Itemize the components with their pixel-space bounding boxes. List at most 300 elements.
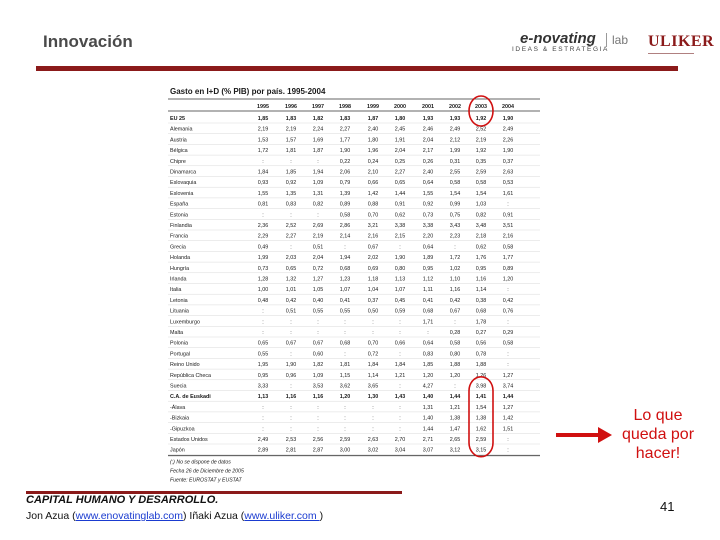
enovatinglab-link[interactable]: www.enovatinglab.com [75,510,184,522]
table-cell: 0,51 [312,244,324,251]
table-cell: 3,53 [312,383,324,390]
table-cell: 1,92 [475,116,487,122]
table-cell: 1,10 [449,276,461,283]
table-cell: 0,42 [285,297,297,304]
table-cell: 1,16 [312,394,324,401]
table-cell: 2,15 [394,233,406,240]
table-cell: 3,62 [339,383,351,390]
table-cell: 1,44 [394,190,406,197]
table-cell: 1,87 [367,116,379,122]
table-cell: 2,03 [285,255,297,262]
table-cell: : [507,437,509,443]
table-row-label: Letonia [170,297,188,304]
table-cell: 0,89 [502,265,514,272]
table-cell: 2,49 [502,126,514,133]
enovating-logo: e-novating [520,30,596,47]
table-cell: 2,65 [449,437,461,443]
table-cell: 0,31 [449,158,461,165]
table-cell: 1,85 [285,169,297,176]
table-cell: : [372,404,374,411]
table-cell: 2,26 [502,137,514,144]
table-cell: 1,88 [449,362,461,369]
table-cell: 1,90 [394,255,406,262]
table-cell: 2,36 [257,223,269,229]
table-cell: 1,54 [449,190,461,197]
table-cell: 1,42 [502,415,514,422]
table-row-label: Grecia [170,244,186,251]
table-cell: : [399,404,401,411]
table-cell: 1,14 [367,372,379,379]
table-cell: 1,15 [339,372,351,379]
table-cell: 0,62 [475,244,487,251]
callout-line-2: queda por [621,426,695,443]
table-cell: 0,96 [285,372,297,379]
table-cell: 1,35 [285,190,297,197]
table-cell: 2,12 [449,137,461,144]
table-row-label: Estados Unidos [170,437,208,443]
table-cell: 0,68 [422,308,434,315]
table-cell: 2,40 [367,126,379,133]
table-row-label: República Checa [170,372,212,379]
table-cell: 0,67 [312,340,324,347]
table-row-label: Austria [170,137,187,144]
table-cell: 0,45 [394,297,406,304]
table-cell: 2,10 [367,169,379,176]
table-cell: 1,90 [502,148,514,155]
table-cell: : [372,330,374,336]
table-cell: 1,54 [475,190,487,197]
table-cell: 1,93 [422,116,434,122]
year-header-2004: 2004 [502,104,514,110]
table-cell: 0,37 [367,297,379,304]
table-cell: 3,21 [367,223,379,229]
uliker-logo: ULIKER [648,33,715,50]
table-cell: 0,81 [257,201,269,208]
table-cell: 0,65 [257,340,269,347]
table-row-label: Luxemburgo [170,319,200,326]
table-cell: 1,53 [257,137,269,144]
table-title: Gasto en I+D (% PIB) por país. 1995-2004 [170,87,326,96]
table-cell: 0,79 [339,180,351,187]
table-cell: : [262,415,264,422]
table-cell: 1,83 [339,116,351,122]
table-cell: 3,07 [422,447,434,454]
table-cell: : [290,212,292,219]
table-cell: 3,12 [449,447,461,454]
table-cell: 1,44 [449,394,461,401]
red-arrow-icon [556,425,614,445]
table-cell: 0,28 [449,330,461,336]
table-cell: : [399,383,401,390]
table-cell: 1,20 [449,372,461,379]
table-cell: 1,69 [312,137,324,144]
table-cell: 3,15 [475,447,487,454]
table-cell: 1,44 [422,426,434,433]
table-cell: 2,20 [422,233,434,240]
table-cell: 0,35 [475,158,487,165]
table-cell: : [399,330,401,336]
table-cell: 0,80 [449,351,461,358]
table-cell: 0,55 [312,308,324,315]
table-cell: 0,76 [502,308,514,315]
table-cell: : [290,158,292,165]
table-cell: 2,49 [257,437,269,443]
table-cell: 2,81 [285,447,297,454]
table-cell: 1,91 [394,137,406,144]
authors-suffix: ) [319,510,324,522]
footer-heading: CAPITAL HUMANO Y DESARROLLO. [26,494,219,506]
table-row-label: Lituania [170,308,189,315]
table-cell: 2,55 [449,169,461,176]
table-cell: 1,72 [449,255,461,262]
table-cell: 0,70 [367,212,379,219]
table-cell: 1,57 [285,137,297,144]
table-cell: 0,59 [394,308,406,315]
table-cell: : [317,330,319,336]
table-cell: 1,77 [339,137,351,144]
table-cell: : [399,415,401,422]
table-cell: 0,60 [312,351,324,358]
table-cell: 0,99 [449,201,461,208]
table-cell: 2,52 [285,223,297,229]
table-row-label: Bélgica [170,148,188,155]
table-cell: 3,51 [502,223,514,229]
table-cell: : [399,426,401,433]
table-cell: : [262,330,264,336]
year-header-2002: 2002 [449,104,461,110]
table-cell: 1,20 [502,276,514,283]
table-cell: 0,95 [422,265,434,272]
table-cell: 3,33 [257,383,269,390]
table-cell: 1,00 [257,287,269,294]
authors-mid: ) Iñaki Azua ( [183,510,245,522]
table-cell: 1,09 [312,180,324,187]
table-cell: 0,91 [502,212,514,219]
table-cell: 1,14 [475,287,487,294]
table-cell: 2,19 [285,126,297,133]
table-cell: : [372,426,374,433]
table-cell: 1,21 [394,372,406,379]
table-cell: : [507,447,509,454]
table-cell: 1,95 [257,362,269,369]
table-cell: : [399,351,401,358]
table-cell: 1,40 [422,415,434,422]
table-row-label: Finlandia [170,223,192,229]
table-cell: 1,77 [502,255,514,262]
table-cell: 1,30 [367,394,379,401]
table-cell: 1,84 [257,169,269,176]
table-cell: 1,94 [339,255,351,262]
callout-text [612,406,704,463]
year-header-1997: 1997 [312,104,324,110]
table-cell: 1,80 [367,137,379,144]
table-cell: 0,58 [502,244,514,251]
table-cell: 2,19 [312,233,324,240]
table-cell: 1,16 [285,394,297,401]
table-cell: 0,53 [502,180,514,187]
table-cell: 0,64 [422,340,434,347]
table-cell: 0,93 [257,180,269,187]
table-cell: : [344,351,346,358]
table-cell: 0,82 [475,212,487,219]
table-cell: 0,95 [475,265,487,272]
rd-spending-table [168,84,546,484]
table-cell: 1,82 [312,362,324,369]
table-cell: : [262,212,264,219]
table-cell: 2,27 [394,169,406,176]
table-cell: 0,48 [257,297,269,304]
table-cell: 0,22 [339,158,351,165]
table-cell: 1,26 [475,372,487,379]
table-cell: 1,80 [394,116,406,122]
table-cell: 0,65 [394,180,406,187]
table-cell: 0,80 [394,265,406,272]
table-cell: 2,17 [422,148,434,155]
table-cell: 0,55 [257,351,269,358]
table-cell: 0,69 [367,265,379,272]
table-row-label: -Álava [170,404,186,411]
table-cell: 1,31 [422,404,434,411]
table-cell: 1,84 [367,362,379,369]
table-cell: 0,42 [449,297,461,304]
table-cell: 1,72 [257,148,269,155]
table-cell: 0,51 [285,308,297,315]
table-cell: : [290,351,292,358]
table-cell: : [344,415,346,422]
table-cell: 1,13 [394,276,406,283]
table-cell: : [507,362,509,369]
table-cell: 0,62 [394,212,406,219]
table-cell: 3,38 [422,223,434,229]
table-cell: 2,89 [257,447,269,454]
table-row-label: -Bizkaia [170,415,190,422]
table-cell: : [290,415,292,422]
table-cell: 0,64 [422,180,434,187]
table-cell: 1,13 [257,394,269,401]
table-cell: 1,87 [312,148,324,155]
table-cell: 0,70 [367,340,379,347]
table-cell: : [399,319,401,326]
table-cell: 1,03 [475,201,487,208]
table-cell: 2,52 [475,126,487,133]
table-row-label: Estonia [170,212,188,219]
table-row-label: Alemania [170,126,193,133]
table-cell: : [344,426,346,433]
table-cell: 1,85 [422,362,434,369]
table-cell: 2,14 [339,233,351,240]
table-cell: 2,23 [449,233,461,240]
table-drawing [168,84,546,484]
table-cell: 1,20 [339,394,351,401]
table-cell: 1,28 [257,276,269,283]
table-cell: 1,99 [257,255,269,262]
table-cell: 0,58 [339,212,351,219]
table-cell: 0,82 [312,201,324,208]
table-cell: 3,02 [367,447,379,454]
table-cell: 0,56 [475,340,487,347]
table-cell: 0,67 [285,340,297,347]
table-cell: 2,18 [475,233,487,240]
table-cell: 2,04 [312,255,324,262]
table-row-label: Malta [170,330,184,336]
table-note: Fuente: EUROSTAT y EUSTAT [170,477,242,484]
table-cell: 2,59 [339,437,351,443]
table-cell: 0,66 [367,180,379,187]
table-cell: 1,82 [312,116,324,122]
table-row-label: Hungría [170,265,190,272]
year-header-1998: 1998 [339,104,351,110]
table-cell: 1,85 [257,116,269,122]
table-cell: 2,69 [312,223,324,229]
table-cell: 1,62 [475,426,487,433]
table-cell: 2,70 [394,437,406,443]
table-cell: 1,88 [475,362,487,369]
table-cell: 1,71 [422,319,434,326]
table-cell: : [290,426,292,433]
table-cell: 0,29 [502,330,514,336]
table-cell: 1,18 [367,276,379,283]
table-cell: : [344,404,346,411]
table-row-label: Eslovenia [170,190,194,197]
table-cell: 1,41 [475,394,487,401]
table-cell: 2,27 [285,233,297,240]
table-cell: 0,83 [422,351,434,358]
uliker-logo-underline [648,53,694,54]
table-cell: 0,72 [367,351,379,358]
table-row-label: Holanda [170,255,191,262]
table-cell: 2,71 [422,437,434,443]
table-cell: 1,16 [475,276,487,283]
table-cell: 1,02 [449,265,461,272]
table-cell: 2,46 [422,126,434,133]
table-cell: : [454,383,456,390]
table-cell: 1,40 [422,394,434,401]
table-cell: 2,59 [475,437,487,443]
year-header-2003: 2003 [475,104,487,110]
table-cell: 1,27 [312,276,324,283]
table-cell: : [290,383,292,390]
table-cell: 0,55 [339,308,351,315]
table-row-label: Italia [170,287,182,294]
table-cell: 1,83 [285,116,297,122]
table-cell: 1,44 [502,394,514,401]
table-cell: 0,95 [257,372,269,379]
table-note: (:) No se dispone de datos [170,459,231,466]
table-note: Fecha 26 de Diciembre de 2005 [170,468,244,475]
table-cell: 3,98 [475,383,487,390]
table-cell: : [372,319,374,326]
table-cell: : [290,404,292,411]
table-cell: 3,04 [394,447,406,454]
callout-line-1: Lo que [633,407,683,424]
table-cell: 2,24 [312,126,324,133]
table-row-label: España [170,201,189,208]
table-cell: : [317,319,319,326]
table-cell: 0,42 [502,297,514,304]
table-cell: 0,58 [449,180,461,187]
table-cell: 1,84 [394,362,406,369]
table-cell: 1,93 [449,116,461,122]
table-cell: 2,16 [502,233,514,240]
table-cell: 1,31 [312,190,324,197]
table-cell: 1,90 [502,116,514,122]
table-cell: : [317,404,319,411]
table-cell: 0,68 [475,308,487,315]
table-cell: 1,54 [475,404,487,411]
table-cell: 1,23 [339,276,351,283]
year-header-2000: 2000 [394,104,406,110]
table-cell: 1,89 [422,255,434,262]
table-cell: 2,06 [339,169,351,176]
table-cell: 1,92 [475,148,487,155]
table-cell: 0,83 [285,201,297,208]
table-cell: : [317,158,319,165]
table-cell: 1,81 [285,148,297,155]
table-cell: 3,00 [339,447,351,454]
header-divider [36,66,678,71]
table-cell: 0,58 [502,340,514,347]
table-cell: 2,56 [312,437,324,443]
year-header-1995: 1995 [257,104,269,110]
table-cell: : [290,244,292,251]
authors-prefix: Jon Azua ( [26,510,76,522]
table-cell: 0,37 [502,158,514,165]
table-cell: : [262,426,264,433]
table-cell: 0,64 [422,244,434,251]
table-cell: 1,42 [367,190,379,197]
callout-line-3: hacer! [635,445,681,462]
table-cell: : [262,308,264,315]
footer-authors [26,510,323,522]
table-cell: 0,68 [339,265,351,272]
table-cell: : [290,330,292,336]
table-cell: 1,05 [312,287,324,294]
table-cell: 1,21 [449,404,461,411]
year-header-1999: 1999 [367,104,379,110]
table-cell: 4,27 [422,383,434,390]
year-header-2001: 2001 [422,104,434,110]
table-cell: : [454,244,456,251]
table-cell: 0,75 [449,212,461,219]
table-cell: 3,65 [367,383,379,390]
table-cell: 1,99 [449,148,461,155]
table-cell: 0,92 [285,180,297,187]
table-cell: 2,04 [422,137,434,144]
table-cell: 2,63 [367,437,379,443]
table-row-label: Francia [170,233,188,240]
table-cell: : [427,330,429,336]
table-cell: : [290,319,292,326]
table-row-label: Irlanda [170,276,187,283]
table-cell: 1,76 [475,255,487,262]
table-cell: 2,87 [312,447,324,454]
table-cell: : [507,319,509,326]
table-cell: 0,66 [394,340,406,347]
uliker-link[interactable]: www.uliker.com [244,510,320,522]
table-cell: 3,38 [394,223,406,229]
table-row-label: Polonia [170,340,188,347]
table-cell: 0,72 [312,265,324,272]
table-cell: 2,86 [339,223,351,229]
enovating-logo-tagline: IDEAS & ESTRATEGIA [512,46,609,53]
table-cell: : [262,158,264,165]
table-cell: 1,39 [339,190,351,197]
table-cell: 1,27 [502,372,514,379]
table-cell: : [317,212,319,219]
table-cell: 0,68 [339,340,351,347]
table-cell: 0,41 [339,297,351,304]
table-cell: 1,12 [422,276,434,283]
